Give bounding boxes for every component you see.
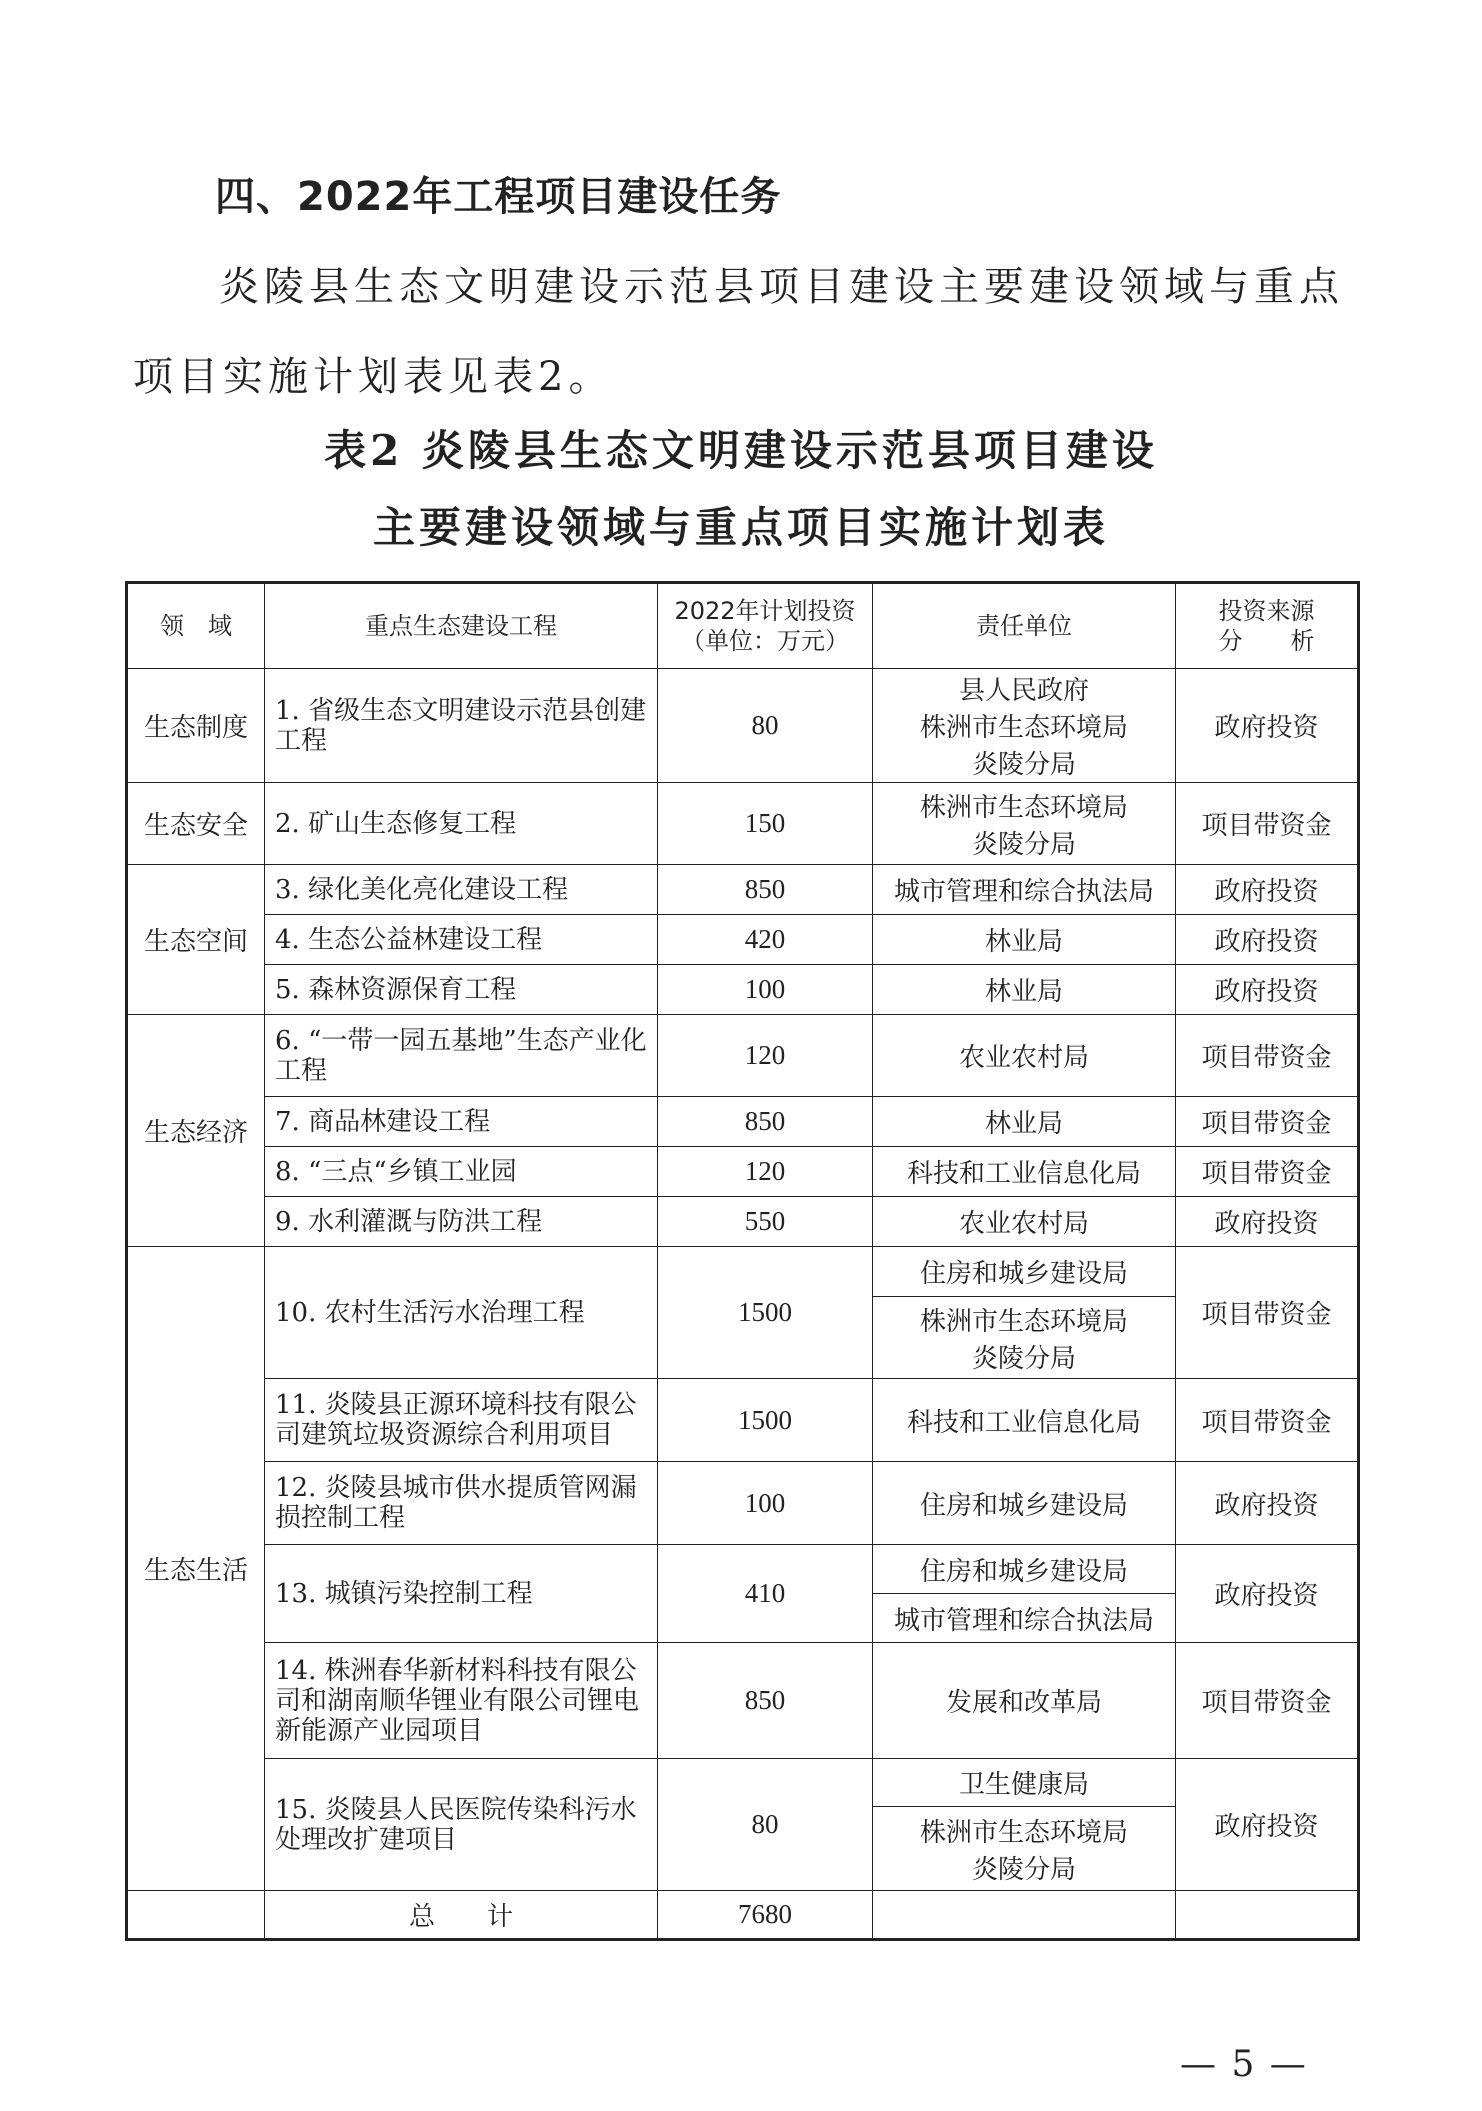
table-row (127, 669, 1359, 783)
source-cell: 项目带资金 (1176, 1015, 1359, 1097)
table-header-row (127, 583, 1359, 669)
table-row (127, 965, 1359, 1015)
section-title: 四、2022年工程项目建设任务 (215, 174, 782, 220)
amount-cell: 420 (658, 915, 873, 965)
unit-cell: 卫生健康局 (873, 1759, 1176, 1807)
unit-cell: 农业农村局 (873, 1015, 1176, 1097)
table-row (127, 915, 1359, 965)
source-cell: 项目带资金 (1176, 1247, 1359, 1379)
table-row (127, 1147, 1359, 1197)
source-cell: 政府投资 (1176, 1462, 1359, 1545)
table-row (127, 1247, 1359, 1297)
domain-cell: 生态安全 (127, 783, 265, 865)
header-investment-line2: （单位：万元） (681, 627, 849, 655)
source-cell: 政府投资 (1176, 1197, 1359, 1247)
header-source-line2: 分 析 (1218, 627, 1315, 655)
header-project: 重点生态建设工程 (265, 583, 658, 669)
source-cell: 政府投资 (1176, 1759, 1359, 1891)
project-cell: 11. 炎陵县正源环境科技有限公司建筑垃圾资源综合利用项目 (265, 1379, 658, 1462)
unit-line: 炎陵分局 (971, 829, 1076, 860)
unit-cell: 住房和城乡建设局 (873, 1545, 1176, 1594)
amount-cell: 1500 (658, 1379, 873, 1462)
unit-line: 株洲市生态环境局 (919, 792, 1128, 823)
amount-cell: 850 (658, 1097, 873, 1147)
table-row (127, 1643, 1359, 1759)
project-cell: 13. 城镇污染控制工程 (265, 1545, 658, 1643)
amount-cell: 550 (658, 1197, 873, 1247)
unit-cell: 科技和工业信息化局 (873, 1379, 1176, 1462)
amount-cell: 410 (658, 1545, 873, 1643)
plan-table (125, 581, 1360, 1941)
unit-cell (873, 1297, 1176, 1379)
amount-cell: 100 (658, 1462, 873, 1545)
header-domain: 领 域 (127, 583, 265, 669)
source-cell: 政府投资 (1176, 865, 1359, 915)
source-cell: 政府投资 (1176, 965, 1359, 1015)
table-row (127, 1197, 1359, 1247)
project-cell: 12. 炎陵县城市供水提质管网漏损控制工程 (265, 1462, 658, 1545)
source-cell: 政府投资 (1176, 915, 1359, 965)
header-source (1176, 583, 1359, 669)
amount-cell: 100 (658, 965, 873, 1015)
project-cell: 1. 省级生态文明建设示范县创建工程 (265, 669, 658, 783)
unit-cell: 住房和城乡建设局 (873, 1247, 1176, 1297)
unit-cell: 林业局 (873, 1097, 1176, 1147)
unit-line: 炎陵分局 (971, 750, 1076, 780)
project-cell: 5. 森林资源保育工程 (265, 965, 658, 1015)
amount-cell: 80 (658, 1759, 873, 1891)
domain-cell: 生态制度 (127, 669, 265, 783)
table-row (127, 1379, 1359, 1462)
unit-cell: 城市管理和综合执法局 (873, 1594, 1176, 1643)
amount-cell: 150 (658, 783, 873, 865)
project-cell: 6. “一带一园五基地”生态产业化工程 (265, 1015, 658, 1097)
unit-line: 炎陵分局 (971, 1854, 1076, 1885)
unit-cell: 农业农村局 (873, 1197, 1176, 1247)
header-investment (658, 583, 873, 669)
total-empty-cell (873, 1891, 1176, 1940)
total-empty-cell (127, 1891, 265, 1940)
project-cell: 15. 炎陵县人民医院传染科污水处理改扩建项目 (265, 1759, 658, 1891)
project-cell: 2. 矿山生态修复工程 (265, 783, 658, 865)
table-row (127, 783, 1359, 865)
total-empty-cell (1176, 1891, 1359, 1940)
unit-line: 株洲市生态环境局 (919, 713, 1128, 743)
project-cell: 3. 绿化美化亮化建设工程 (265, 865, 658, 915)
total-row (127, 1891, 1359, 1940)
project-cell: 14. 株洲春华新材料科技有限公司和湖南顺华锂业有限公司锂电新能源产业园项目 (265, 1643, 658, 1759)
amount-cell: 850 (658, 1643, 873, 1759)
unit-line: 株洲市生态环境局 (919, 1817, 1128, 1848)
unit-cell (873, 1807, 1176, 1891)
source-cell: 项目带资金 (1176, 1097, 1359, 1147)
domain-cell: 生态经济 (127, 1015, 265, 1247)
header-source-line1: 投资来源 (1218, 597, 1315, 625)
amount-cell: 80 (658, 669, 873, 783)
source-cell: 项目带资金 (1176, 783, 1359, 865)
total-label: 总 计 (265, 1891, 658, 1940)
page-number: — 5 — (1180, 2044, 1308, 2085)
source-cell: 项目带资金 (1176, 1643, 1359, 1759)
amount-cell: 120 (658, 1147, 873, 1197)
amount-cell: 120 (658, 1015, 873, 1097)
table-caption-line1: 表2 炎陵县生态文明建设示范县项目建设 (324, 426, 1158, 475)
intro-paragraph: 炎陵县生态文明建设示范县项目建设主要建设领域与重点项目实施计划表见表2。 (133, 264, 1344, 400)
table-row (127, 1097, 1359, 1147)
table-row (127, 1759, 1359, 1807)
unit-line: 株洲市生态环境局 (919, 1306, 1128, 1337)
unit-cell: 住房和城乡建设局 (873, 1462, 1176, 1545)
source-cell: 政府投资 (1176, 1545, 1359, 1643)
header-unit: 责任单位 (873, 583, 1176, 669)
unit-cell: 林业局 (873, 915, 1176, 965)
unit-cell (873, 669, 1176, 783)
project-cell: 10. 农村生活污水治理工程 (265, 1247, 658, 1379)
project-cell: 4. 生态公益林建设工程 (265, 915, 658, 965)
table-row (127, 1462, 1359, 1545)
project-cell: 7. 商品林建设工程 (265, 1097, 658, 1147)
table-caption-line2: 主要建设领域与重点项目实施计划表 (372, 503, 1109, 552)
unit-cell: 发展和改革局 (873, 1643, 1176, 1759)
domain-cell: 生态生活 (127, 1247, 265, 1891)
table-row (127, 1545, 1359, 1594)
amount-cell: 850 (658, 865, 873, 915)
project-cell: 8. “三点“乡镇工业园 (265, 1147, 658, 1197)
unit-cell: 城市管理和综合执法局 (873, 865, 1176, 915)
domain-cell: 生态空间 (127, 865, 265, 1015)
source-cell: 政府投资 (1176, 669, 1359, 783)
unit-line: 炎陵分局 (971, 1343, 1076, 1374)
source-cell: 项目带资金 (1176, 1147, 1359, 1197)
project-cell: 9. 水利灌溉与防洪工程 (265, 1197, 658, 1247)
amount-cell: 1500 (658, 1247, 873, 1379)
source-cell: 项目带资金 (1176, 1379, 1359, 1462)
header-investment-line1: 2022年计划投资 (674, 597, 856, 625)
total-amount: 7680 (658, 1891, 873, 1940)
unit-cell: 林业局 (873, 965, 1176, 1015)
table-row (127, 865, 1359, 915)
unit-cell (873, 783, 1176, 865)
unit-line: 县人民政府 (958, 676, 1089, 706)
unit-cell: 科技和工业信息化局 (873, 1147, 1176, 1197)
table-row (127, 1015, 1359, 1097)
